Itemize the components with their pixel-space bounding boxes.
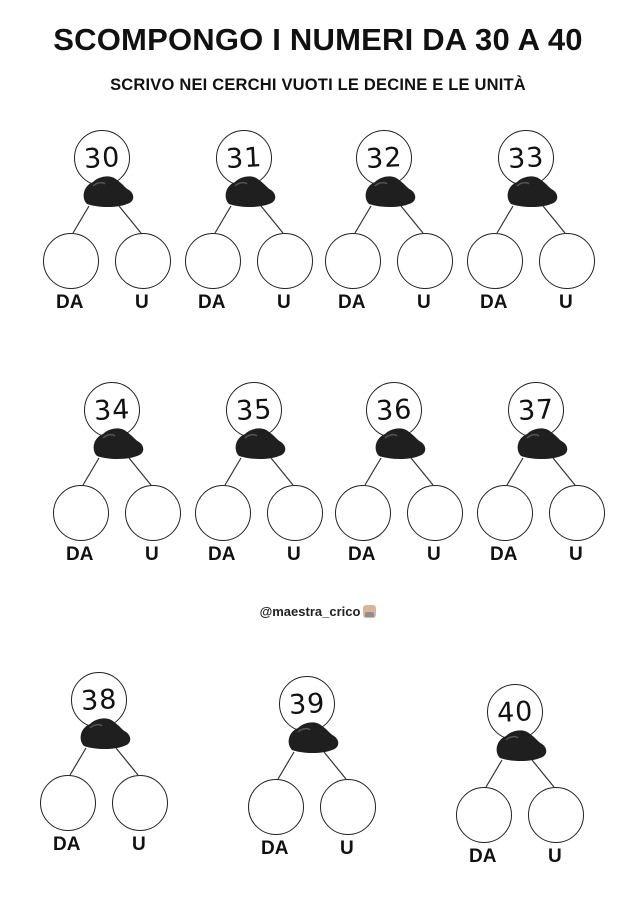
number-value: 31	[225, 141, 263, 175]
number-value: 35	[235, 393, 273, 427]
tens-answer-circle[interactable]	[185, 233, 241, 289]
blob-icon	[89, 426, 149, 462]
blob-icon	[361, 174, 421, 210]
units-answer-circle[interactable]	[549, 485, 605, 541]
units-label: U	[559, 292, 573, 313]
units-label: U	[277, 292, 291, 313]
tens-answer-circle[interactable]	[335, 485, 391, 541]
number-tree-37	[477, 382, 627, 582]
page-title: SCOMPONGO I NUMERI DA 30 A 40	[53, 22, 583, 57]
author-handle: @maestra_crico	[259, 604, 361, 619]
number-value: 36	[375, 393, 413, 427]
tens-label: DA	[490, 544, 518, 565]
units-answer-circle[interactable]	[528, 787, 584, 843]
units-answer-circle[interactable]	[407, 485, 463, 541]
number-tree-35	[195, 382, 345, 582]
units-answer-circle[interactable]	[125, 485, 181, 541]
number-value: 30	[83, 141, 121, 175]
tens-label: DA	[261, 838, 289, 859]
number-tree-33	[467, 130, 617, 330]
tens-answer-circle[interactable]	[325, 233, 381, 289]
blob-icon	[221, 174, 281, 210]
tens-label: DA	[348, 544, 376, 565]
blob-icon	[503, 174, 563, 210]
tens-answer-circle[interactable]	[53, 485, 109, 541]
tens-answer-circle[interactable]	[456, 787, 512, 843]
units-answer-circle[interactable]	[539, 233, 595, 289]
number-value: 33	[507, 141, 545, 175]
tens-answer-circle[interactable]	[40, 775, 96, 831]
units-label: U	[340, 838, 354, 859]
number-value: 40	[496, 695, 534, 729]
units-label: U	[548, 846, 562, 867]
blob-icon	[79, 174, 139, 210]
number-tree-36	[335, 382, 485, 582]
tens-answer-circle[interactable]	[43, 233, 99, 289]
instructions: SCRIVO NEI CERCHI VUOTI LE DECINE E LE UNITÀ	[110, 76, 526, 94]
tens-label: DA	[208, 544, 236, 565]
number-tree-31	[185, 130, 335, 330]
number-value: 38	[80, 683, 118, 717]
number-value: 34	[93, 393, 131, 427]
number-tree-40	[456, 684, 606, 884]
author-credit	[0, 604, 636, 619]
avatar-icon	[363, 605, 376, 618]
number-tree-34	[53, 382, 203, 582]
units-answer-circle[interactable]	[267, 485, 323, 541]
blob-icon	[284, 720, 344, 756]
number-tree-32	[325, 130, 475, 330]
blob-icon	[76, 716, 136, 752]
tens-label: DA	[469, 846, 497, 867]
units-label: U	[427, 544, 441, 565]
tens-label: DA	[56, 292, 84, 313]
units-label: U	[417, 292, 431, 313]
number-value: 39	[288, 687, 326, 721]
tens-label: DA	[198, 292, 226, 313]
units-label: U	[135, 292, 149, 313]
tens-answer-circle[interactable]	[195, 485, 251, 541]
blob-icon	[492, 728, 552, 764]
units-label: U	[287, 544, 301, 565]
blob-icon	[231, 426, 291, 462]
units-answer-circle[interactable]	[397, 233, 453, 289]
tens-answer-circle[interactable]	[248, 779, 304, 835]
blob-icon	[371, 426, 431, 462]
number-value: 32	[365, 141, 403, 175]
tens-label: DA	[338, 292, 366, 313]
units-label: U	[132, 834, 146, 855]
units-label: U	[145, 544, 159, 565]
blob-icon	[513, 426, 573, 462]
tens-answer-circle[interactable]	[477, 485, 533, 541]
units-label: U	[569, 544, 583, 565]
tens-label: DA	[66, 544, 94, 565]
tens-answer-circle[interactable]	[467, 233, 523, 289]
tens-label: DA	[53, 834, 81, 855]
number-tree-30	[43, 130, 193, 330]
number-tree-39	[248, 676, 398, 876]
tens-label: DA	[480, 292, 508, 313]
units-answer-circle[interactable]	[257, 233, 313, 289]
number-value: 37	[517, 393, 555, 427]
units-answer-circle[interactable]	[320, 779, 376, 835]
units-answer-circle[interactable]	[115, 233, 171, 289]
units-answer-circle[interactable]	[112, 775, 168, 831]
number-tree-38	[40, 672, 190, 872]
